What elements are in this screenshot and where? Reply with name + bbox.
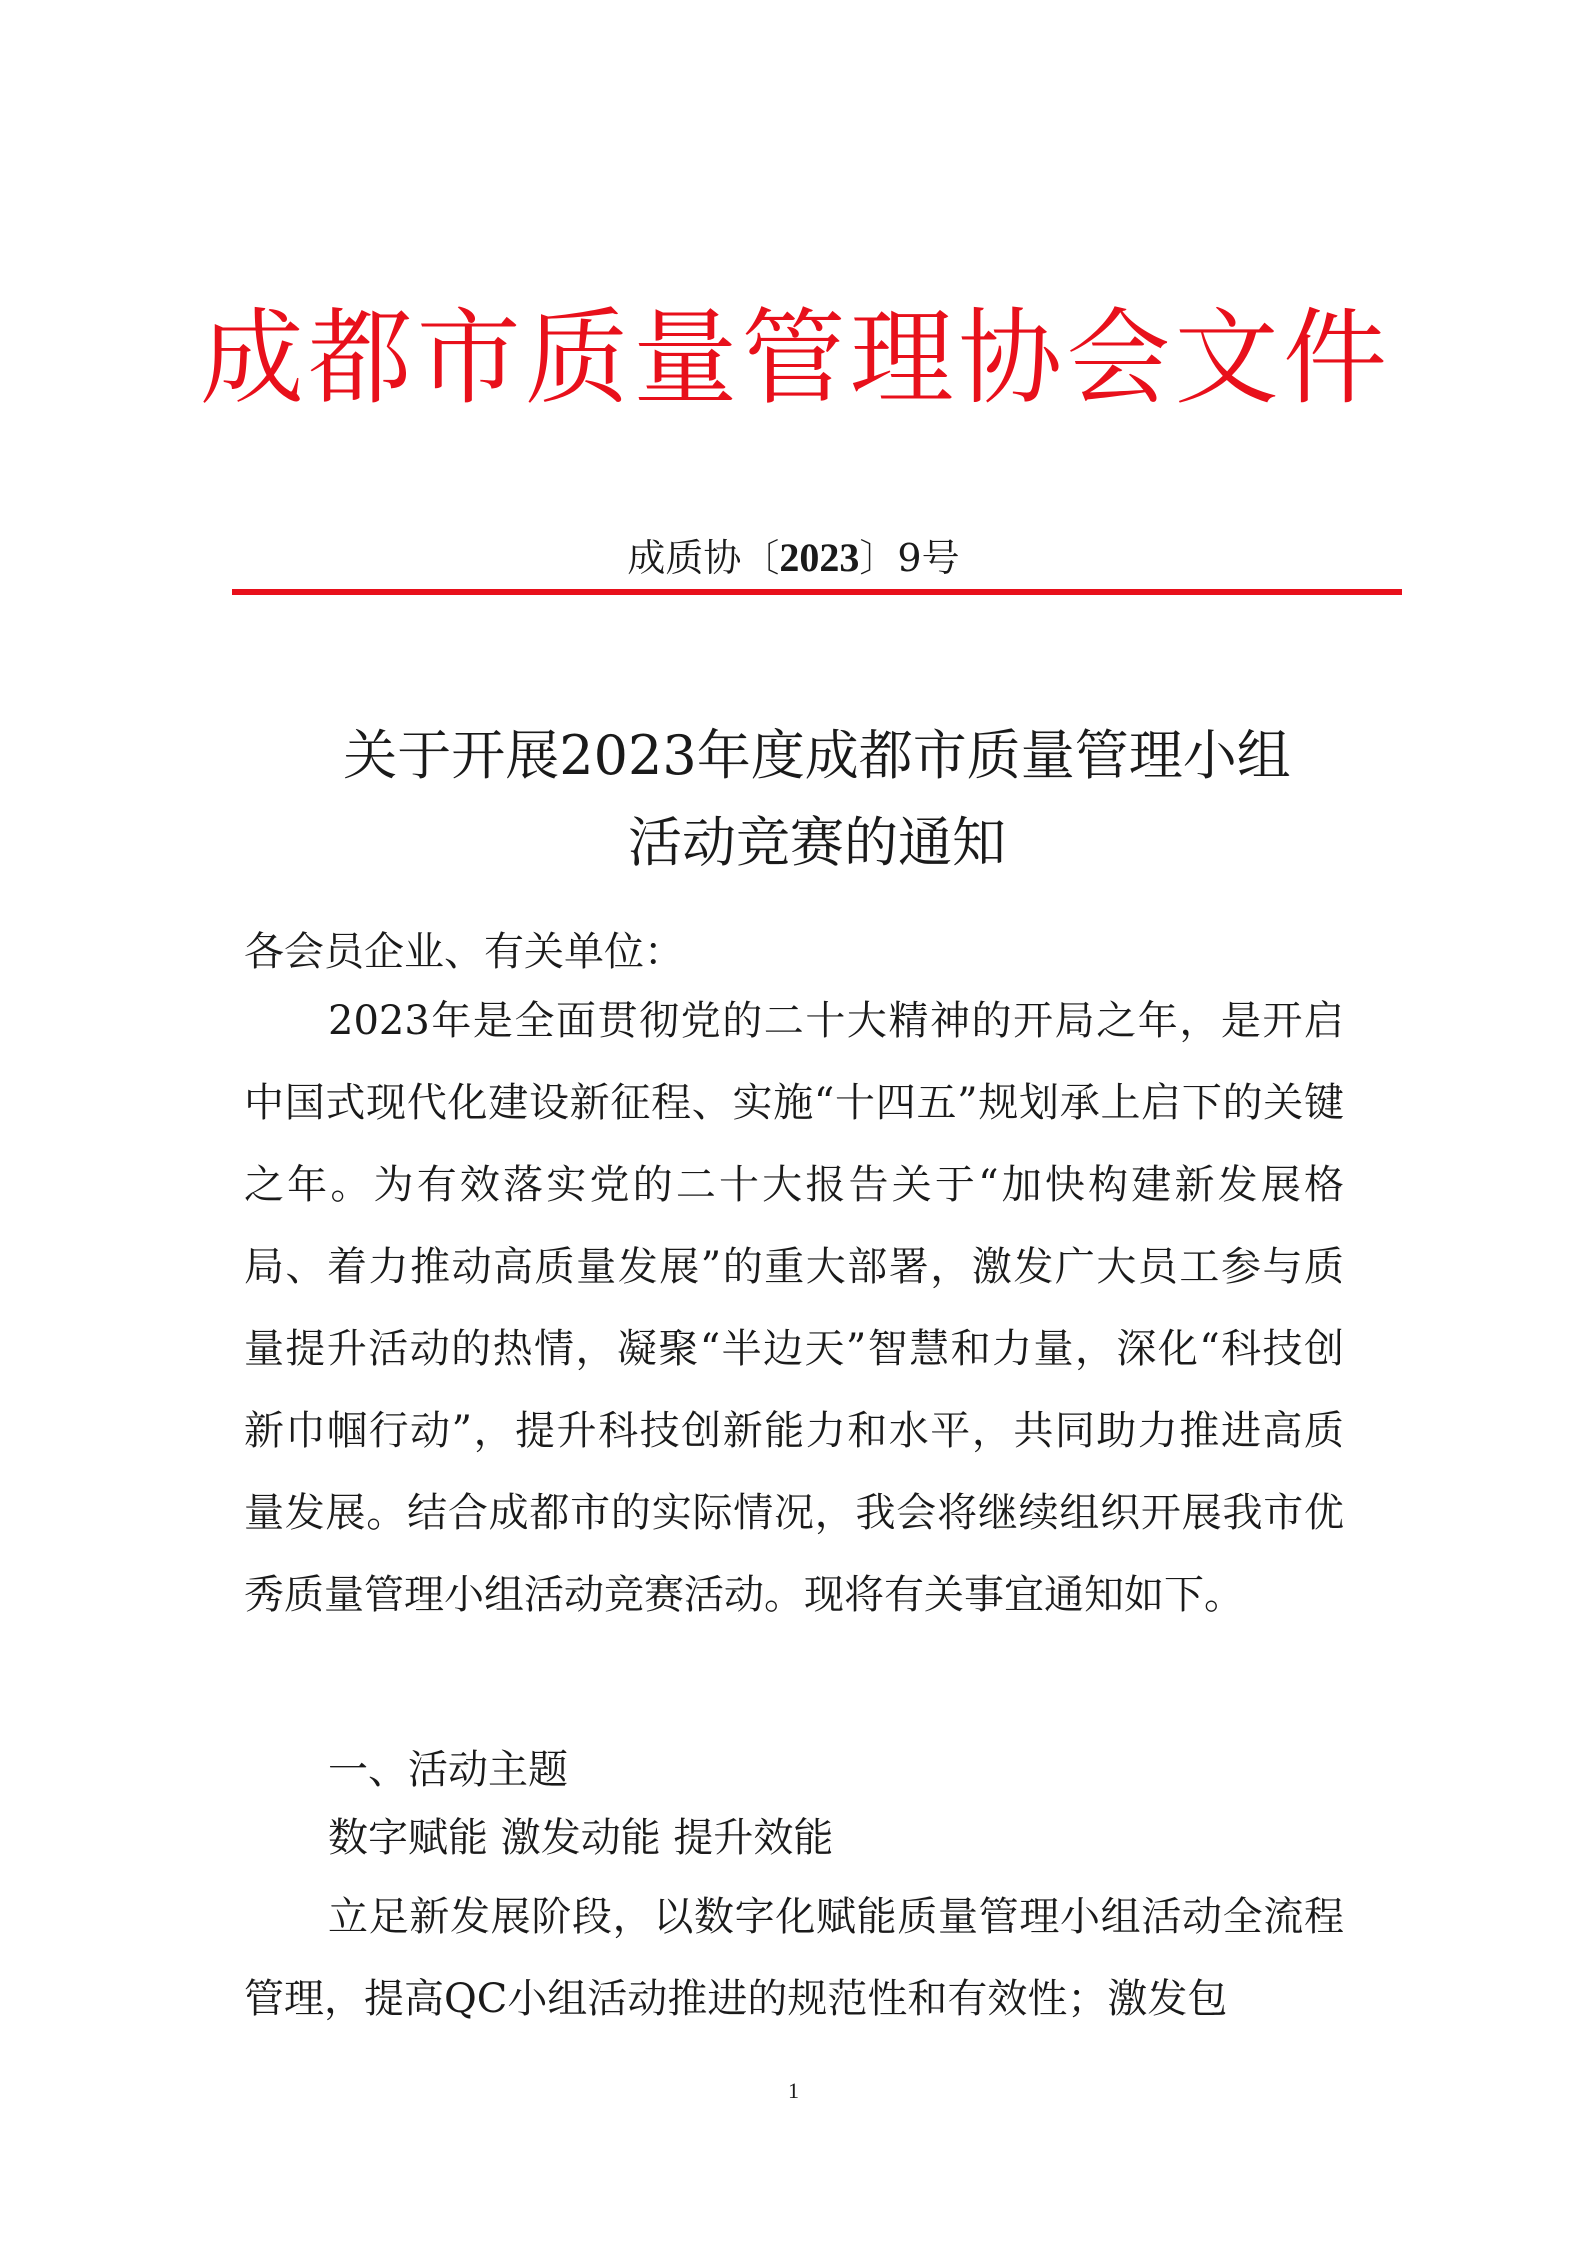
document-number (0, 528, 1587, 588)
section-theme-slogan: 数字赋能 激发动能 提升效能 (328, 1815, 834, 1861)
masthead-char: 管 (741, 297, 846, 419)
salutation: 各会员企业、有关单位： (244, 929, 684, 975)
title-line-1: 关于开展2023年度成都市质量管理小组 (343, 724, 1291, 787)
masthead-char: 质 (524, 297, 629, 419)
masthead-char: 量 (633, 297, 738, 419)
masthead-char: 协 (958, 297, 1063, 419)
section-heading-theme: 一、活动主题 (328, 1747, 568, 1793)
masthead-title (200, 278, 1387, 438)
masthead-char: 市 (416, 297, 521, 419)
title-line-2: 活动竞赛的通知 (628, 811, 1006, 874)
masthead-char: 都 (308, 297, 413, 419)
masthead-char: 成 (200, 297, 305, 419)
masthead-char: 件 (1282, 297, 1387, 419)
masthead-char: 会 (1066, 297, 1171, 419)
body-paragraph-1: 2023年是全面贯彻党的二十大精神的开局之年，是开启中国式现代化建设新征程、实施“十四五”规划承上启下的关键之年。为有效落实党的二十大报告关于“加快构建新发展格局、着力推动高质量发展”的重大部署，激发广大员工参与质量提升活动的热情，凝聚“半边天”智慧和力量，深化“科技创新巾帼行动”，提升科技创新能力和水平，共同助力推进高质量发展。结合成都市的实际情况，我会将继续组织开展我市优秀质量管理小组活动竞赛活动。现将有关事宜通知如下。 (244, 998, 1344, 1618)
masthead-char: 文 (1174, 297, 1279, 419)
doc-number-suffix: 〕9号 (859, 536, 960, 580)
masthead-char: 理 (849, 297, 954, 419)
body-paragraph-2: 立足新发展阶段，以数字化赋能质量管理小组活动全流程管理，提高QC小组活动推进的规范性和有效性；激发包 (244, 1894, 1344, 2022)
document-title (232, 712, 1402, 886)
red-divider-line (232, 589, 1402, 595)
page-number: 1 (788, 2078, 799, 2103)
doc-number-prefix: 成质协〔 (627, 536, 780, 580)
doc-number-year: 2023 (779, 535, 860, 580)
